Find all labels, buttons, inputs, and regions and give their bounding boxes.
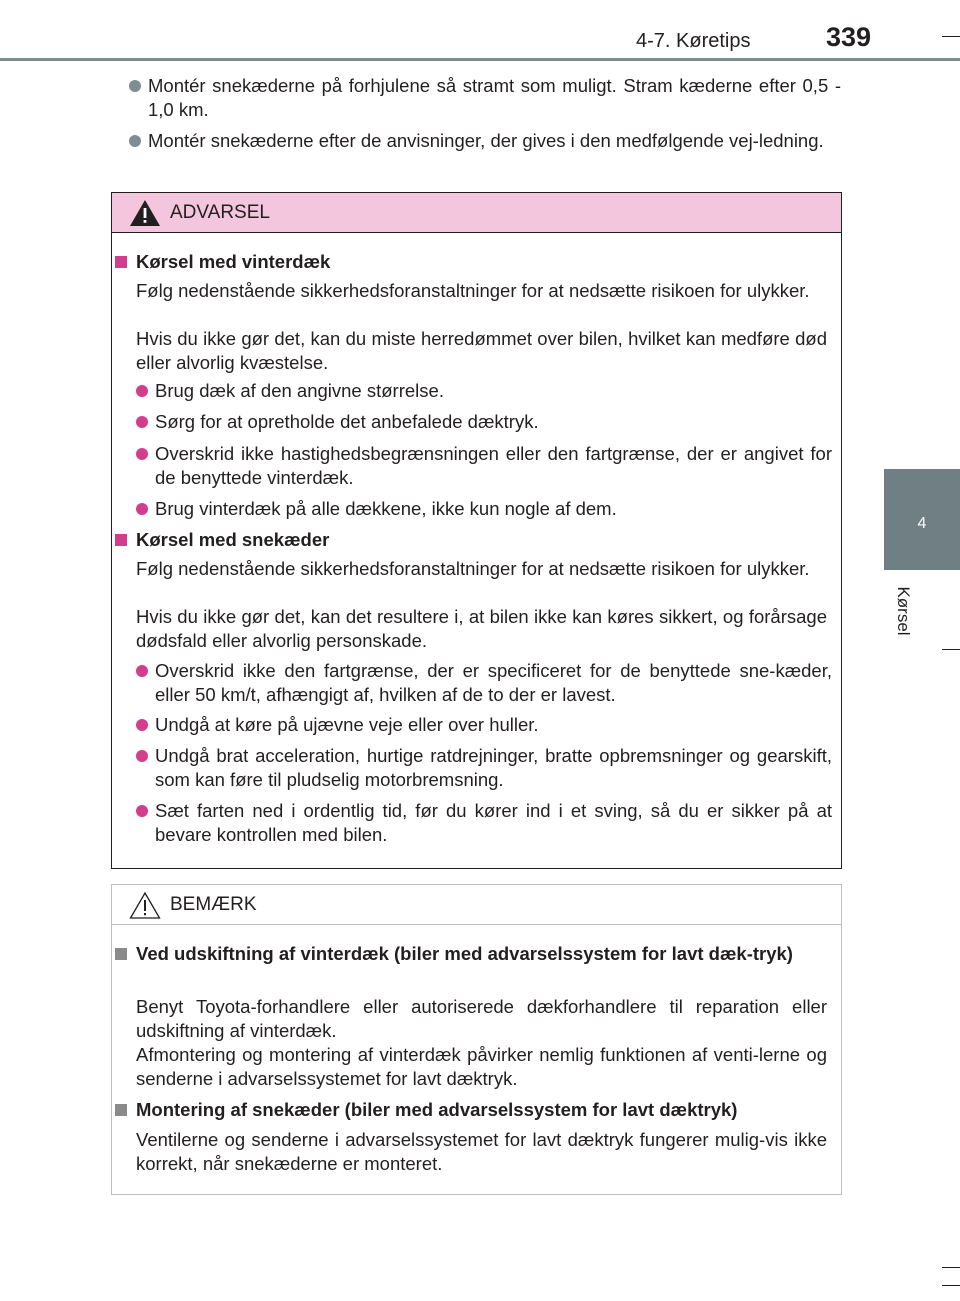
bullet-text: Undgå at køre på ujævne veje eller over huller. (155, 714, 539, 735)
section-heading (136, 250, 832, 274)
section-heading-text: Ved udskiftning af vinterdæk (biler med advarselssystem for lavt dæk-tryk) (136, 943, 793, 964)
note-header (112, 885, 841, 925)
section-heading (136, 942, 832, 966)
bullet-text: Overskrid ikke den fartgrænse, der er specificeret for de benyttede sne-kæder, eller 50 km/t, afhængigt af, hvilken af de to der er lavest. (155, 660, 832, 705)
warning-header (112, 193, 841, 233)
list-item (155, 379, 832, 403)
chapter-label (891, 576, 915, 646)
list-item (155, 497, 832, 521)
bullet-icon (136, 503, 148, 515)
paragraph: Ventilerne og senderne i advarselssystemet for lavt dæktryk fungerer mulig-vis ikke korrekt, når snekæderne er monteret. (136, 1129, 827, 1174)
square-bullet-icon (115, 534, 127, 546)
bullet-text: Brug dæk af den angivne størrelse. (155, 380, 444, 401)
list-item (155, 442, 832, 490)
paragraph: Benyt Toyota-forhandlere eller autoriserede dækforhandlere til reparation eller udskiftning af vinterdæk. (136, 996, 827, 1041)
crop-mark (942, 36, 960, 37)
section-heading-text: Kørsel med vinterdæk (136, 251, 331, 272)
list-item (155, 659, 832, 707)
paragraph: Følg nedenstående sikkerhedsforanstaltninger for at nedsætte risikoen for ulykker. (136, 558, 810, 579)
bullet-text: Brug vinterdæk på alle dækkene, ikke kun nogle af dem. (155, 498, 617, 519)
caution-triangle-icon (129, 891, 161, 919)
square-bullet-icon (115, 1104, 127, 1116)
bullet-text: Undgå brat acceleration, hurtige ratdrejninger, bratte opbremsninger og gearskift, som kan føre til pludselig motorbremsning. (155, 745, 832, 790)
square-bullet-icon (115, 948, 127, 960)
bullet-text: Montér snekæderne på forhjulene så stramt som muligt. Stram kæderne efter 0,5 - 1,0 km. (148, 75, 841, 120)
section-heading-text: Kørsel med snekæder (136, 529, 330, 550)
bullet-text: Sørg for at opretholde det anbefalede dæktryk. (155, 411, 539, 432)
list-item (155, 744, 832, 792)
crop-mark (942, 1267, 960, 1268)
bullet-icon (136, 719, 148, 731)
list-item (155, 410, 832, 434)
chapter-tab[interactable] (884, 469, 960, 570)
bullet-icon (136, 665, 148, 677)
section-heading (136, 528, 832, 552)
list-item (155, 799, 832, 847)
square-bullet-icon (115, 256, 127, 268)
bullet-icon (136, 805, 148, 817)
crop-mark (942, 1285, 960, 1286)
paragraph: Følg nedenstående sikkerhedsforanstaltninger for at nedsætte risikoen for ulykker. (136, 280, 810, 301)
paragraph: Afmontering og montering af vinterdæk påvirker nemlig funktionen af venti-lerne og senderne i advarselssystemet for lavt dæktryk. (136, 1044, 827, 1089)
crop-mark (942, 649, 960, 650)
header-rule (0, 58, 960, 61)
chapter-label-text: Kørsel (894, 586, 913, 636)
bullet-icon (136, 448, 148, 460)
warning-title: ADVARSEL (170, 202, 270, 223)
paragraph: Hvis du ikke gør det, kan du miste herredømmet over bilen, hvilket kan medføre død eller alvorlig kvæstelse. (136, 328, 827, 373)
chapter-number: 4 (917, 515, 927, 532)
page-number: 339 (826, 22, 872, 52)
bullet-text: Montér snekæderne efter de anvisninger, der gives i den medfølgende vej-ledning. (148, 130, 824, 151)
bullet-icon (136, 385, 148, 397)
bullet-text: Sæt farten ned i ordentlig tid, før du kører ind i et sving, så du er sikker på at bevare kontrollen med bilen. (155, 800, 832, 845)
note-title: BEMÆRK (170, 894, 257, 915)
section-heading-text: Montering af snekæder (biler med advarselssystem for lavt dæktryk) (136, 1099, 738, 1120)
bullet-text: Overskrid ikke hastighedsbegrænsningen eller den fartgrænse, der er angivet for de benyttede vinterdæk. (155, 443, 832, 488)
warning-box (111, 192, 842, 869)
bullet-icon (136, 416, 148, 428)
section-heading (136, 1098, 832, 1122)
list-item (148, 129, 841, 153)
section-title: 4-7. Køretips (636, 30, 751, 52)
note-box (111, 884, 842, 1195)
list-item (148, 74, 841, 122)
paragraph: Hvis du ikke gør det, kan det resultere i, at bilen ikke kan køres sikkert, og forårsage dødsfald eller alvorlig personskade. (136, 606, 827, 651)
warning-triangle-icon (129, 199, 161, 227)
bullet-icon (129, 80, 141, 92)
list-item (155, 713, 832, 737)
bullet-icon (129, 135, 141, 147)
bullet-icon (136, 750, 148, 762)
